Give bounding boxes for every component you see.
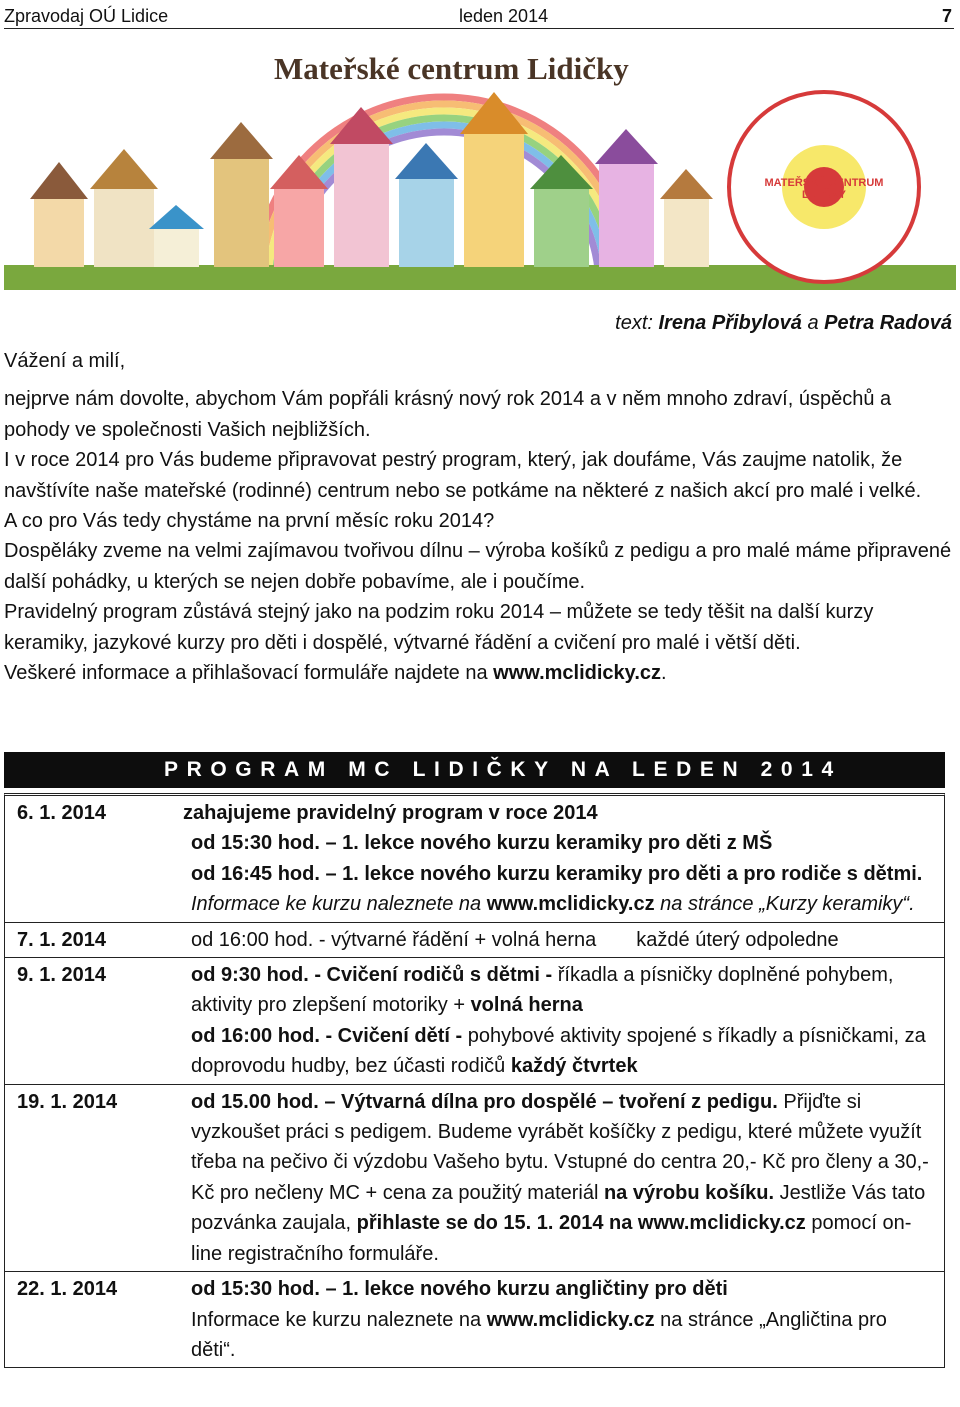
event-line bbox=[191, 925, 934, 955]
event-text: Jestliže Vás tato pozvánka zaujala, bbox=[191, 1181, 926, 1235]
event-content bbox=[191, 923, 944, 957]
info-text: na stránce „Angličtina pro děti“. bbox=[191, 1308, 887, 1361]
greeting: Vážení a milí, bbox=[4, 350, 126, 372]
logo-text: MATEŘSKÉ CENTRUM LIDIČKY bbox=[764, 177, 884, 201]
event-text: od 16:00 hod. - výtvarné řádění + volná herna bbox=[191, 928, 597, 951]
event-text: pomocí on-line registračního formuláře. bbox=[191, 1212, 912, 1265]
website-link[interactable]: www.mclidicky.cz bbox=[493, 662, 661, 685]
event-content bbox=[191, 958, 944, 1084]
event-title: od 9:30 hod. - Cvičení rodičů s dětmi - bbox=[191, 964, 553, 987]
table-row bbox=[5, 1272, 944, 1367]
table-row bbox=[5, 1085, 944, 1272]
table-row bbox=[5, 923, 944, 958]
website-link[interactable]: www.mclidicky.cz bbox=[486, 893, 655, 916]
event-line: zahajujeme pravidelný program v roce 2014 bbox=[183, 802, 598, 824]
author-2: Petra Radová bbox=[824, 312, 952, 334]
paragraph-6-end: . bbox=[661, 662, 667, 685]
event-highlight: volná herna bbox=[470, 994, 583, 1017]
event-content bbox=[191, 1085, 944, 1271]
event-info bbox=[191, 1305, 934, 1366]
event-frequency: každé úterý odpoledne bbox=[636, 928, 839, 951]
event-highlight: každý čtvrtek bbox=[510, 1055, 638, 1078]
table-row bbox=[5, 958, 944, 1085]
event-date: 22. 1. 2014 bbox=[17, 1278, 118, 1301]
newsletter-name: Zpravodaj OÚ Lidice bbox=[4, 6, 169, 26]
website-link[interactable]: www.mclidicky.cz bbox=[486, 1308, 655, 1331]
event-info bbox=[191, 889, 934, 919]
event-line bbox=[191, 1087, 934, 1269]
banner-illustration bbox=[4, 37, 956, 290]
event-date: 19. 1. 2014 bbox=[17, 1090, 118, 1113]
info-text: Informace ke kurzu naleznete na bbox=[191, 893, 487, 916]
paragraph-3: A co pro Vás tedy chystáme na první měsíc roku 2014? bbox=[4, 510, 495, 533]
banner-title: Mateřské centrum Lidičky bbox=[274, 51, 629, 86]
paragraph-6-text: Veškeré informace a přihlašovací formuláře najdete na bbox=[4, 662, 494, 685]
table-row bbox=[5, 796, 944, 923]
program-table bbox=[4, 793, 945, 1368]
event-line bbox=[191, 1021, 934, 1082]
paragraph-6 bbox=[4, 658, 954, 688]
info-text: na stránce „Kurzy keramiky“. bbox=[654, 893, 915, 916]
event-highlight: na výrobu košíku. bbox=[603, 1181, 775, 1204]
event-title: od 16:00 hod. - Cvičení dětí - bbox=[191, 1024, 463, 1047]
event-content bbox=[183, 796, 944, 922]
event-date: 6. 1. 2014 bbox=[17, 802, 106, 824]
event-line bbox=[191, 960, 934, 1021]
event-line: od 15:30 hod. – 1. lekce nového kurzu keramiky pro děti z MŠ bbox=[191, 832, 773, 855]
issue-date: leden 2014 bbox=[459, 6, 549, 26]
credit-prefix: text: bbox=[615, 312, 653, 334]
page-number: 7 bbox=[941, 6, 952, 26]
event-highlight: přihlaste se do 15. 1. 2014 na www.mclidicky.cz bbox=[356, 1212, 806, 1235]
page-header bbox=[4, 4, 954, 29]
article-body bbox=[4, 346, 954, 688]
event-text: pohybové aktivity spojené s říkadly a písničkami, za doprovodu hudby, bez účasti rodičů bbox=[191, 1024, 926, 1078]
paragraph-2: I v roce 2014 pro Vás budeme připravovat pestrý program, který, jak doufáme, Vás zaujme natolik, že navštívíte naše mateřské (rodinné) centrum nebo se potkáme na některé z našich akcí pro malé i velké. bbox=[4, 449, 922, 502]
info-text: Informace ke kurzu naleznete na bbox=[191, 1308, 487, 1331]
author-1: Irena Přibylová bbox=[658, 312, 802, 334]
author-credit bbox=[615, 312, 952, 335]
event-title: od 15.00 hod. – Výtvarná dílna pro dospělé – tvoření z pedigu. bbox=[191, 1090, 778, 1113]
paragraph-5: Pravidelný program zůstává stejný jako na podzim roku 2014 – můžete se tedy těšit na další kurzy keramiky, jazykové kurzy pro děti i dospělé, výtvarné řádění a cvičení pro malé i větší děti. bbox=[4, 601, 874, 654]
event-date: 7. 1. 2014 bbox=[17, 928, 106, 951]
event-line: od 15:30 hod. – 1. lekce nového kurzu angličtiny pro děti bbox=[191, 1278, 728, 1301]
paragraph-1: nejprve nám dovolte, abychom Vám popřáli krásný nový rok 2014 a v něm mnoho zdraví, úspěchů a pohody ve společnosti Vašich nejbližších. bbox=[4, 388, 892, 441]
event-text: Přijďte si vyzkoušet práci s pedigem. Budeme vyrábět košíčky z pedigu, které můžete využít třeba na pečivo či výzdobu Vašeho bytu. Vstupné do centra 20,- Kč pro členy a 30,- Kč pro nečleny MC + cena za použitý materiál bbox=[191, 1090, 929, 1204]
program-title: PROGRAM MC LIDIČKY NA LEDEN 2014 bbox=[4, 752, 945, 788]
event-text: říkadla a písničky doplněné pohybem, aktivity pro zlepšení motoriky + bbox=[191, 964, 894, 1017]
paragraph-4: Dospěláky zveme na velmi zajímavou tvořivou dílnu – výroba košíků z pedigu a pro malé máme připravené další pohádky, u kterých se nejen dobře pobavíme, ale i poučíme. bbox=[4, 540, 952, 593]
event-line: od 16:45 hod. – 1. lekce nového kurzu keramiky pro děti a pro rodiče s dětmi. bbox=[191, 862, 923, 885]
event-content bbox=[191, 1272, 944, 1367]
event-date: 9. 1. 2014 bbox=[17, 964, 106, 987]
credit-conj: a bbox=[807, 312, 819, 334]
